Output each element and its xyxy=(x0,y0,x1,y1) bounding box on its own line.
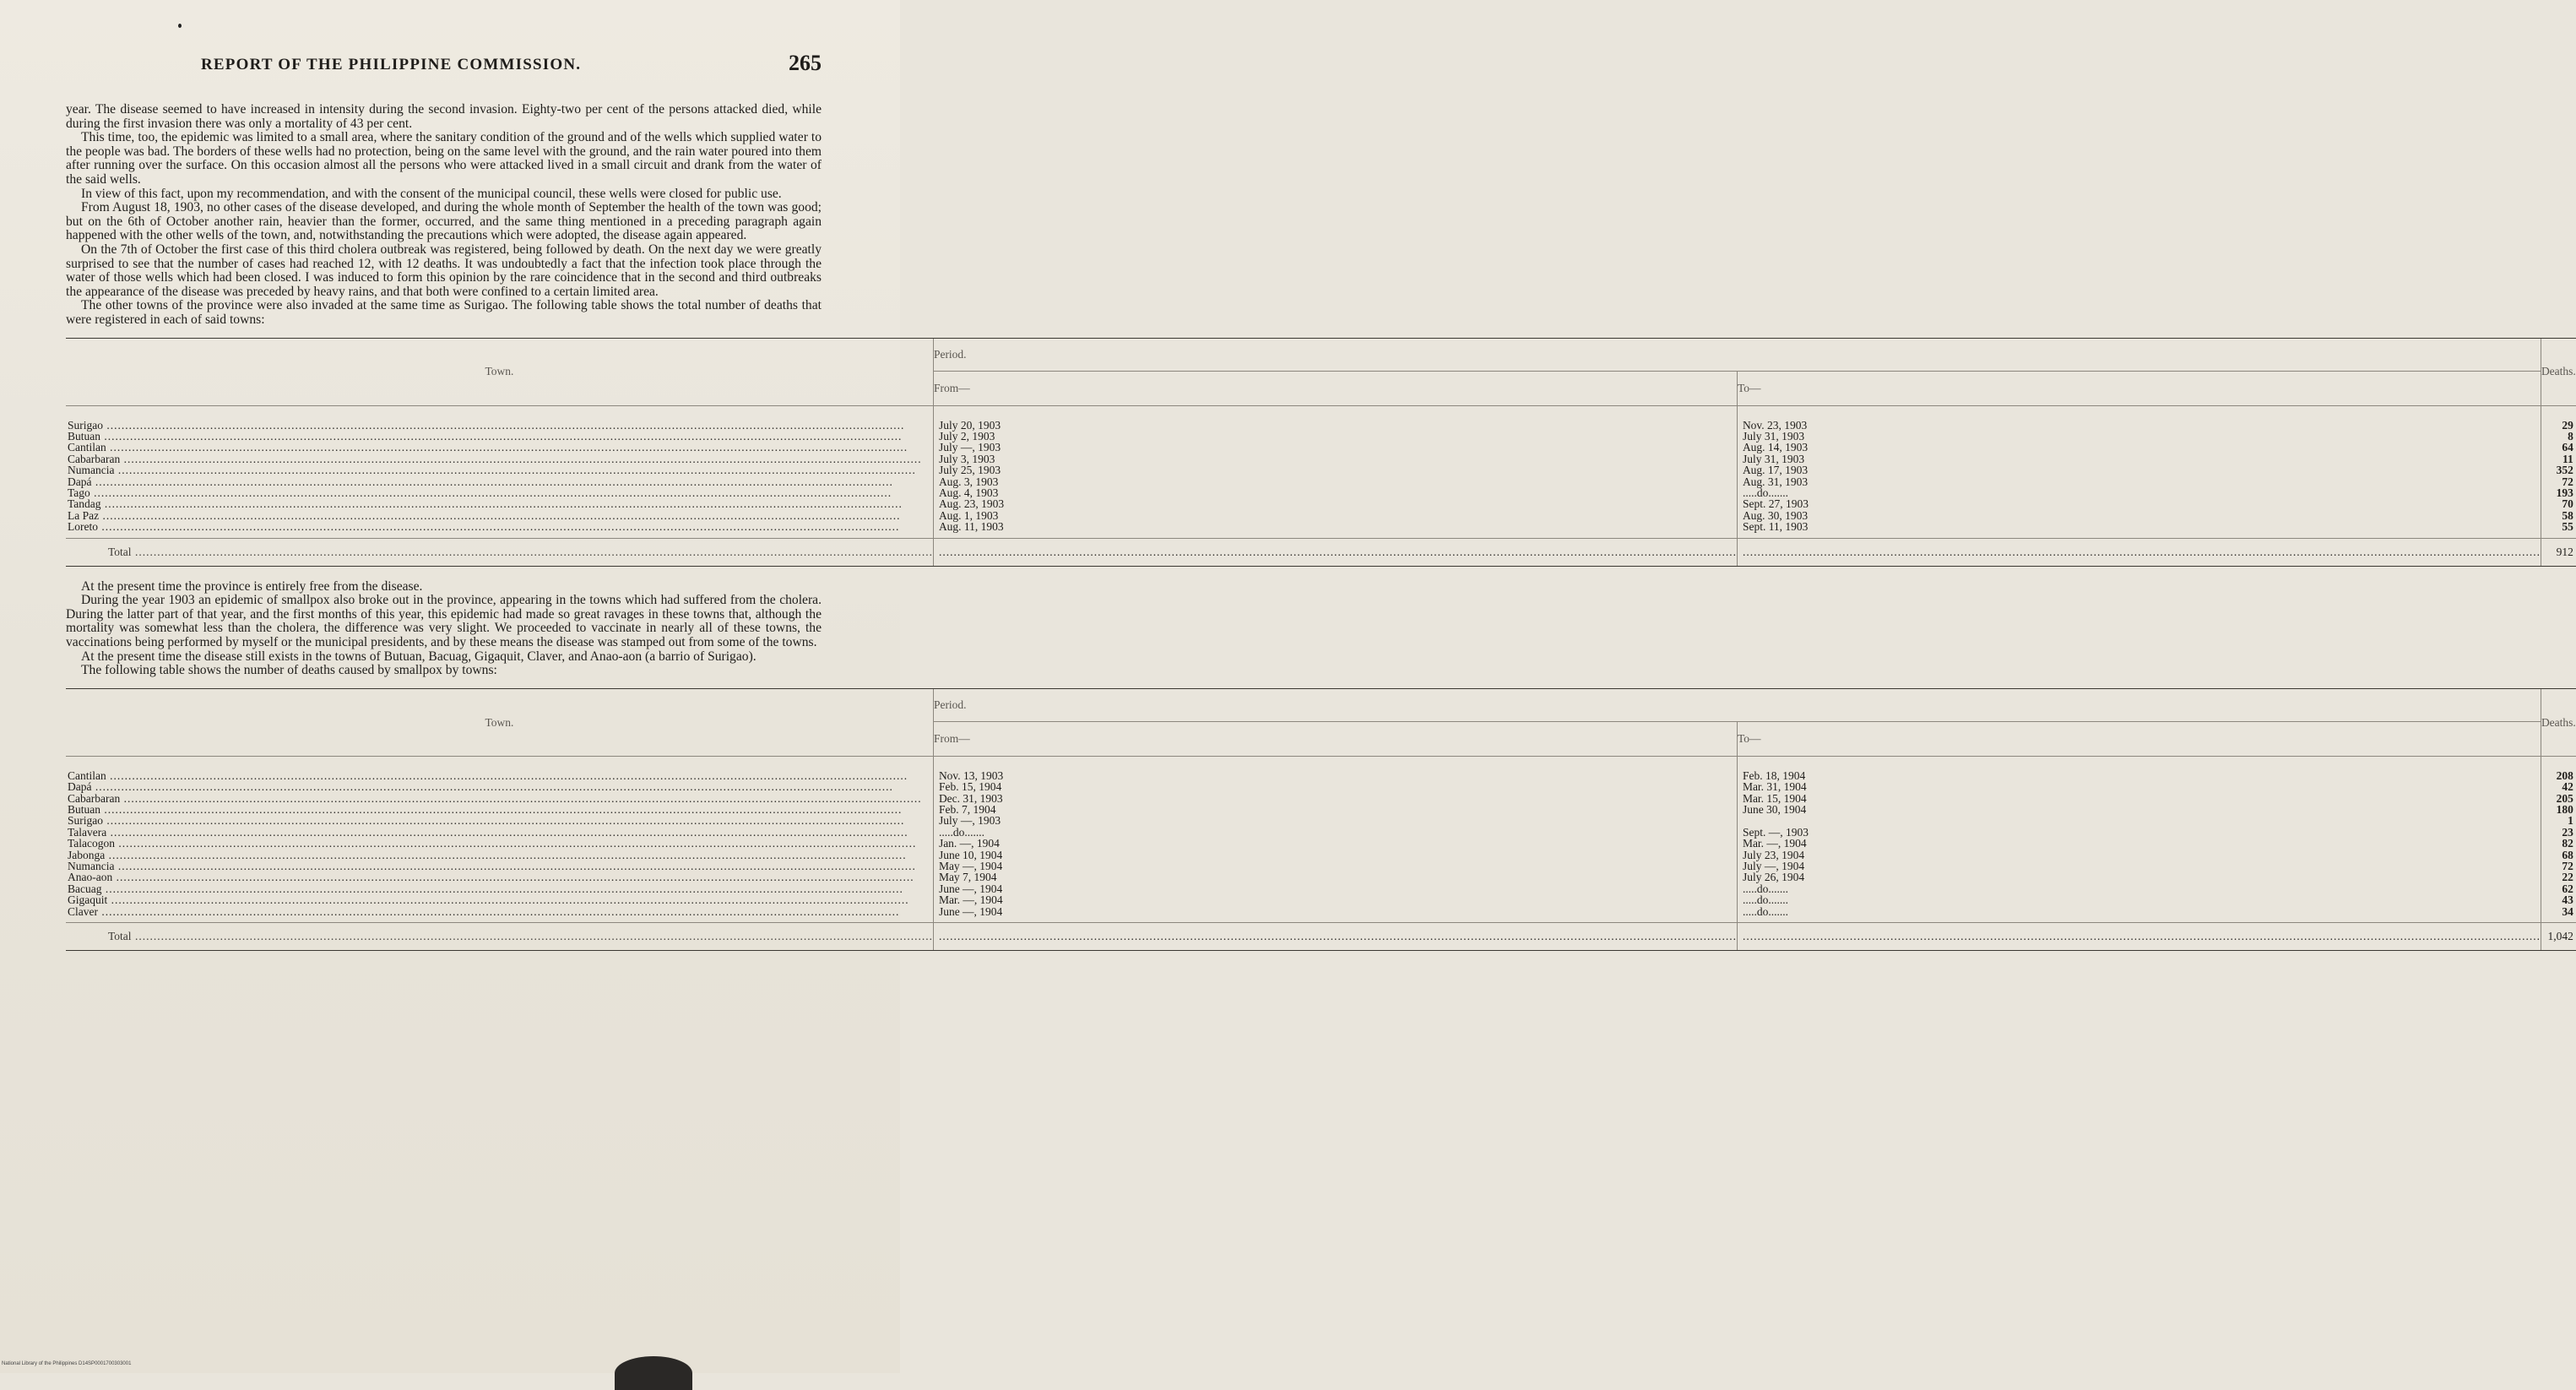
paragraph: On the 7th of October the first case of this third cholera outbreak was registered, being followed by death. On the next day we were greatly surprised to see that the number of cases had reached 12, with 12 deaths. It was undoubtedly a fact that the infection took place through the water of those wells which had been closed. I was induced to form this opinion by the rare coincidence that in the second and third outbreaks the appearance of the disease was preceded by heavy rains, and that both were confined to a certain limited area. xyxy=(66,242,822,299)
to-cell-text: Mar. —, 1904 xyxy=(1742,837,1807,850)
town-cell xyxy=(66,781,933,792)
deaths-cell xyxy=(2541,521,2575,532)
paragraph: At the present time the disease still exists in the towns of Butuan, Bacuag, Gigaquit, Claver, and Anao-aon (a barrio of Surigao). xyxy=(81,649,757,664)
from-cell xyxy=(933,923,1737,951)
dot-leader xyxy=(1743,546,2541,558)
to-cell-text: Nov. 23, 1903 xyxy=(1742,418,1808,432)
from-cell xyxy=(933,442,1737,453)
column-header-deaths: Deaths. xyxy=(2541,688,2575,756)
from-cell-text: Mar. —, 1904 xyxy=(938,893,1003,907)
to-cell xyxy=(1737,850,2541,861)
deaths-cell-text: 72 xyxy=(2562,475,2573,488)
to-cell-text: July 26, 1904 xyxy=(1742,871,1805,884)
to-cell-text: Feb. 18, 1904 xyxy=(1742,768,1806,782)
from-cell xyxy=(933,770,1737,781)
deaths-cell xyxy=(2541,827,2575,838)
from-cell xyxy=(933,538,1737,566)
table-row xyxy=(66,894,2576,905)
to-cell-text: July 31, 1903 xyxy=(1742,429,1805,443)
from-cell-text: July —, 1903 xyxy=(938,441,1001,454)
from-cell-text: Aug. 23, 1903 xyxy=(938,497,1005,511)
deaths-cell-text: 42 xyxy=(2562,780,2573,794)
to-cell-text: July 31, 1903 xyxy=(1742,452,1805,465)
dot-leader xyxy=(939,930,1737,942)
from-cell-text: Feb. 7, 1904 xyxy=(938,802,996,816)
town-cell xyxy=(66,521,933,532)
town-cell xyxy=(66,861,933,871)
to-cell-text: Aug. 30, 1903 xyxy=(1742,508,1809,522)
to-cell xyxy=(1737,487,2541,498)
deaths-cell xyxy=(2541,815,2575,826)
deaths-cell-text: 34 xyxy=(2562,904,2573,918)
town-cell-text: Butuan xyxy=(68,429,100,443)
smallpox-deaths-table xyxy=(66,688,2576,951)
table-row xyxy=(66,510,2576,521)
column-header-deaths: Deaths. xyxy=(2541,338,2575,405)
town-cell xyxy=(66,850,933,861)
from-cell-text: May —, 1904 xyxy=(938,859,1003,872)
town-cell-text: Bacuag xyxy=(68,882,102,895)
table-row xyxy=(66,476,2576,487)
town-cell xyxy=(66,793,933,804)
town-cell xyxy=(66,453,933,464)
to-cell xyxy=(1737,804,2541,815)
town-cell-text: Cabarbaran xyxy=(68,452,121,465)
to-cell xyxy=(1737,827,2541,838)
deaths-cell-text: 205 xyxy=(2556,791,2573,805)
from-cell xyxy=(933,431,1737,442)
from-cell-text: July 3, 1903 xyxy=(938,452,995,465)
to-cell-text: Aug. 31, 1903 xyxy=(1742,475,1809,488)
deaths-cell-text: 22 xyxy=(2562,871,2573,884)
town-cell xyxy=(66,442,933,453)
from-cell-text: May 7, 1904 xyxy=(938,871,997,884)
from-cell-text: Nov. 13, 1903 xyxy=(938,768,1004,782)
town-cell-text: Loreto xyxy=(68,520,98,534)
deaths-cell xyxy=(2541,850,2575,861)
deaths-cell xyxy=(2541,906,2575,917)
table-row xyxy=(66,906,2576,917)
from-cell-text: Feb. 15, 1904 xyxy=(938,780,1002,794)
town-cell-text: Tago xyxy=(68,486,90,499)
paragraph: This time, too, the epidemic was limited to a small area, where the sanitary condition of the ground and of the wells which supplied water to the people was bad. The borders of these wells had no protection, being on the same level with the ground, and the rain water poured into them after running over the surface. On this occasion almost all the persons who were attacked lived in a small circuit and drank from the water of the said wells. xyxy=(66,130,822,187)
deaths-cell-text: 70 xyxy=(2562,497,2573,511)
spacer-row xyxy=(66,405,2576,420)
to-cell xyxy=(1737,442,2541,453)
from-cell-text: June —, 1904 xyxy=(938,904,1003,918)
deaths-cell-text: 11 xyxy=(2562,452,2573,465)
town-cell-text: Cantilan xyxy=(68,441,106,454)
total-row xyxy=(66,923,2576,951)
to-cell xyxy=(1737,793,2541,804)
table-row xyxy=(66,883,2576,894)
town-cell-text: Dapá xyxy=(68,780,92,794)
table-row xyxy=(66,453,2576,464)
to-cell-text: Mar. 15, 1904 xyxy=(1742,791,1807,805)
from-cell-text: July 2, 1903 xyxy=(938,429,995,443)
deaths-cell-text: 23 xyxy=(2562,825,2573,839)
deaths-cell xyxy=(2541,487,2575,498)
to-cell-text: Aug. 14, 1903 xyxy=(1742,441,1809,454)
table-row xyxy=(66,521,2576,532)
from-cell xyxy=(933,420,1737,431)
town-cell-text: Anao-aon xyxy=(68,871,113,884)
running-head: REPORT OF THE PHILIPPINE COMMISSION. xyxy=(201,56,582,73)
table-row xyxy=(66,850,2576,861)
town-cell xyxy=(66,894,933,905)
from-cell xyxy=(933,850,1737,861)
column-header-from: From— xyxy=(933,371,1737,405)
from-cell-text: Aug. 4, 1903 xyxy=(938,486,999,499)
to-cell xyxy=(1737,498,2541,509)
to-cell xyxy=(1737,521,2541,532)
town-cell xyxy=(66,871,933,882)
town-cell xyxy=(66,770,933,781)
town-cell xyxy=(66,420,933,431)
deaths-cell xyxy=(2541,770,2575,781)
deaths-cell xyxy=(2541,793,2575,804)
from-cell-text: .....do....... xyxy=(938,825,984,839)
table-row xyxy=(66,442,2576,453)
dot-leader xyxy=(132,546,933,558)
to-cell-text: Mar. 31, 1904 xyxy=(1742,780,1807,794)
to-cell-text: .....do....... xyxy=(1742,882,1788,895)
town-cell xyxy=(66,431,933,442)
town-cell xyxy=(66,906,933,917)
dot-leader xyxy=(1743,930,2541,942)
from-cell xyxy=(933,894,1737,905)
town-cell xyxy=(66,498,933,509)
from-cell-text: June 10, 1904 xyxy=(938,848,1003,861)
table-row xyxy=(66,770,2576,781)
table-row xyxy=(66,804,2576,815)
from-cell-text: July —, 1903 xyxy=(938,814,1001,828)
table-row xyxy=(66,861,2576,871)
to-cell xyxy=(1737,781,2541,792)
column-header-town: Town. xyxy=(66,338,933,405)
deaths-cell-text: 82 xyxy=(2562,837,2573,850)
town-cell xyxy=(66,510,933,521)
paragraph: The following table shows the number of deaths caused by smallpox by towns: xyxy=(81,663,497,678)
ink-speck xyxy=(178,24,182,28)
to-cell xyxy=(1737,861,2541,871)
to-cell xyxy=(1737,894,2541,905)
table-row xyxy=(66,827,2576,838)
deaths-cell-text: 68 xyxy=(2562,848,2573,861)
to-cell xyxy=(1737,770,2541,781)
town-cell xyxy=(66,476,933,487)
scan-footer-note: National Library of the Philippines D14SP0001700303001 xyxy=(2,1361,132,1366)
from-cell xyxy=(933,815,1737,826)
total-label-text: Total xyxy=(108,930,132,943)
town-cell-text: Cantilan xyxy=(68,768,106,782)
from-cell-text: Jan. —, 1904 xyxy=(938,837,1000,850)
from-cell xyxy=(933,510,1737,521)
column-header-period: Period. xyxy=(933,688,2541,721)
town-cell-text: Surigao xyxy=(68,418,103,432)
from-cell-text: Aug. 1, 1903 xyxy=(938,508,999,522)
to-cell xyxy=(1737,476,2541,487)
to-cell-text: .....do....... xyxy=(1742,893,1788,907)
deaths-cell xyxy=(2541,781,2575,792)
deaths-cell-text: 43 xyxy=(2562,893,2573,907)
column-header-to: To— xyxy=(1737,721,2541,756)
table-row xyxy=(66,838,2576,849)
to-cell-text: Sept. 11, 1903 xyxy=(1742,520,1809,534)
town-cell-text: Surigao xyxy=(68,814,103,828)
to-cell xyxy=(1737,906,2541,917)
deaths-cell xyxy=(2541,861,2575,871)
town-cell xyxy=(66,815,933,826)
deaths-cell xyxy=(2541,464,2575,475)
table-row xyxy=(66,487,2576,498)
total-deaths: 1,042 xyxy=(2541,923,2575,951)
table-row xyxy=(66,793,2576,804)
to-cell xyxy=(1737,923,2541,951)
from-cell xyxy=(933,521,1737,532)
from-cell xyxy=(933,804,1737,815)
total-deaths: 912 xyxy=(2541,538,2575,566)
to-cell-text: Aug. 17, 1903 xyxy=(1742,464,1809,477)
to-cell xyxy=(1737,464,2541,475)
to-cell-text: June 30, 1904 xyxy=(1742,802,1807,816)
total-label xyxy=(66,923,933,951)
to-cell xyxy=(1737,815,2541,826)
to-cell-text: July —, 1904 xyxy=(1742,859,1805,872)
paragraph: The other towns of the province were also invaded at the same time as Surigao. The following table shows the total number of deaths that were registered in each of said towns: xyxy=(66,298,822,327)
deaths-cell-text: 193 xyxy=(2556,486,2573,499)
page-body xyxy=(66,102,2576,964)
town-cell xyxy=(66,883,933,894)
from-cell xyxy=(933,487,1737,498)
cholera-deaths-table xyxy=(66,338,2576,567)
town-cell-text: Numancia xyxy=(68,859,115,872)
to-cell-text: .....do....... xyxy=(1742,486,1788,499)
table-row xyxy=(66,815,2576,826)
from-cell xyxy=(933,861,1737,871)
deaths-cell-text: 55 xyxy=(2562,520,2573,534)
from-cell xyxy=(933,827,1737,838)
from-cell xyxy=(933,498,1737,509)
paragraph: year. The disease seemed to have increased in intensity during the second invasion. Eighty-two per cent of the persons attacked died, while during the first invasion there was only a mortality of 43 per cent. xyxy=(66,102,822,131)
town-cell-text: Tandag xyxy=(68,497,101,511)
dot-leader xyxy=(98,520,899,533)
scanner-thumb-shadow xyxy=(615,1356,692,1390)
table-row xyxy=(66,464,2576,475)
from-cell-text: Aug. 3, 1903 xyxy=(938,475,999,488)
to-cell-text: Sept. —, 1903 xyxy=(1742,825,1809,839)
town-cell xyxy=(66,838,933,849)
from-cell xyxy=(933,871,1737,882)
from-cell xyxy=(933,906,1737,917)
from-cell-text: July 20, 1903 xyxy=(938,418,1001,432)
deaths-cell xyxy=(2541,476,2575,487)
deaths-cell-text: 64 xyxy=(2562,441,2573,454)
spacer-row xyxy=(66,756,2576,770)
town-cell-text: Numancia xyxy=(68,464,115,477)
to-cell-text: .....do....... xyxy=(1742,904,1788,918)
deaths-cell xyxy=(2541,442,2575,453)
page-header xyxy=(66,52,822,86)
paragraph: In view of this fact, upon my recommendation, and with the consent of the municipal council, these wells were closed for public use. xyxy=(81,186,782,201)
deaths-cell xyxy=(2541,420,2575,431)
to-cell-text: Sept. 27, 1903 xyxy=(1742,497,1809,511)
town-cell-text: Cabarbaran xyxy=(68,791,121,805)
from-cell xyxy=(933,793,1737,804)
deaths-cell-text: 1 xyxy=(2568,814,2573,828)
town-cell-text: Claver xyxy=(68,904,98,918)
from-cell xyxy=(933,453,1737,464)
deaths-cell xyxy=(2541,510,2575,521)
town-cell-text: La Paz xyxy=(68,508,100,522)
town-cell-text: Talacogon xyxy=(68,837,116,850)
column-header-period: Period. xyxy=(933,338,2541,371)
deaths-cell xyxy=(2541,883,2575,894)
dot-leader xyxy=(98,905,899,918)
town-cell xyxy=(66,464,933,475)
to-cell xyxy=(1737,431,2541,442)
to-cell-text: July 23, 1904 xyxy=(1742,848,1805,861)
paragraph: From August 18, 1903, no other cases of the disease developed, and during the whole month of September the health of the town was good; but on the 6th of October another rain, heavier than the former, occurred, and the same thing mentioned in a preceding paragraph again happened with the other wells of the town, and, notwithstanding the precautions which were adopted, the disease again appeared. xyxy=(66,200,822,243)
town-cell xyxy=(66,487,933,498)
table-row xyxy=(66,498,2576,509)
page-number: 265 xyxy=(789,51,822,75)
paragraph: During the year 1903 an epidemic of smallpox also broke out in the province, appearing in the towns which had suffered from the cholera. During the latter part of that year, and the first months of this year, this epidemic had made so great ravages in these towns that, although the mortality was somewhat less than the cholera, the difference was very slight. We proceeded to vaccinate in nearly all of these towns, the vaccinations being performed by myself or the municipal presidents, and by these means the disease was stamped out from some of the towns. xyxy=(66,593,822,649)
deaths-cell xyxy=(2541,453,2575,464)
paragraph: At the present time the province is entirely free from the disease. xyxy=(81,578,423,594)
from-cell xyxy=(933,838,1737,849)
town-cell-text: Talavera xyxy=(68,825,107,839)
town-cell-text: Butuan xyxy=(68,802,100,816)
to-cell xyxy=(1737,453,2541,464)
deaths-cell-text: 208 xyxy=(2556,768,2573,782)
from-cell-text: Dec. 31, 1903 xyxy=(938,791,1003,805)
dot-leader xyxy=(939,546,1737,558)
deaths-cell-text: 29 xyxy=(2562,418,2573,432)
deaths-cell xyxy=(2541,871,2575,882)
from-cell-text: July 25, 1903 xyxy=(938,464,1001,477)
to-cell xyxy=(1737,420,2541,431)
deaths-cell xyxy=(2541,431,2575,442)
deaths-cell-text: 58 xyxy=(2562,508,2573,522)
to-cell xyxy=(1737,838,2541,849)
town-cell-text: Jabonga xyxy=(68,848,106,861)
town-cell xyxy=(66,804,933,815)
to-cell xyxy=(1737,871,2541,882)
from-cell xyxy=(933,464,1737,475)
deaths-cell-text: 180 xyxy=(2556,802,2573,816)
town-cell-text: Gigaquit xyxy=(68,893,108,907)
column-header-town: Town. xyxy=(66,688,933,756)
column-header-to: To— xyxy=(1737,371,2541,405)
from-cell-text: Aug. 11, 1903 xyxy=(938,520,1004,534)
total-label-text: Total xyxy=(108,545,132,558)
deaths-cell-text: 352 xyxy=(2556,464,2573,477)
deaths-cell xyxy=(2541,804,2575,815)
column-header-from: From— xyxy=(933,721,1737,756)
from-cell xyxy=(933,781,1737,792)
deaths-cell-text: 72 xyxy=(2562,859,2573,872)
table-row xyxy=(66,420,2576,431)
town-cell xyxy=(66,827,933,838)
to-cell xyxy=(1737,538,2541,566)
table-row xyxy=(66,781,2576,792)
total-label xyxy=(66,538,933,566)
deaths-cell-text: 62 xyxy=(2562,882,2573,895)
dot-leader xyxy=(132,930,933,942)
deaths-cell xyxy=(2541,894,2575,905)
table-row xyxy=(66,871,2576,882)
from-cell-text: June —, 1904 xyxy=(938,882,1003,895)
deaths-cell-text: 8 xyxy=(2568,429,2573,443)
table-row xyxy=(66,431,2576,442)
deaths-cell xyxy=(2541,498,2575,509)
from-cell xyxy=(933,883,1737,894)
from-cell xyxy=(933,476,1737,487)
town-cell-text: Dapá xyxy=(68,475,92,488)
to-cell xyxy=(1737,510,2541,521)
to-cell xyxy=(1737,883,2541,894)
deaths-cell xyxy=(2541,838,2575,849)
total-row xyxy=(66,538,2576,566)
